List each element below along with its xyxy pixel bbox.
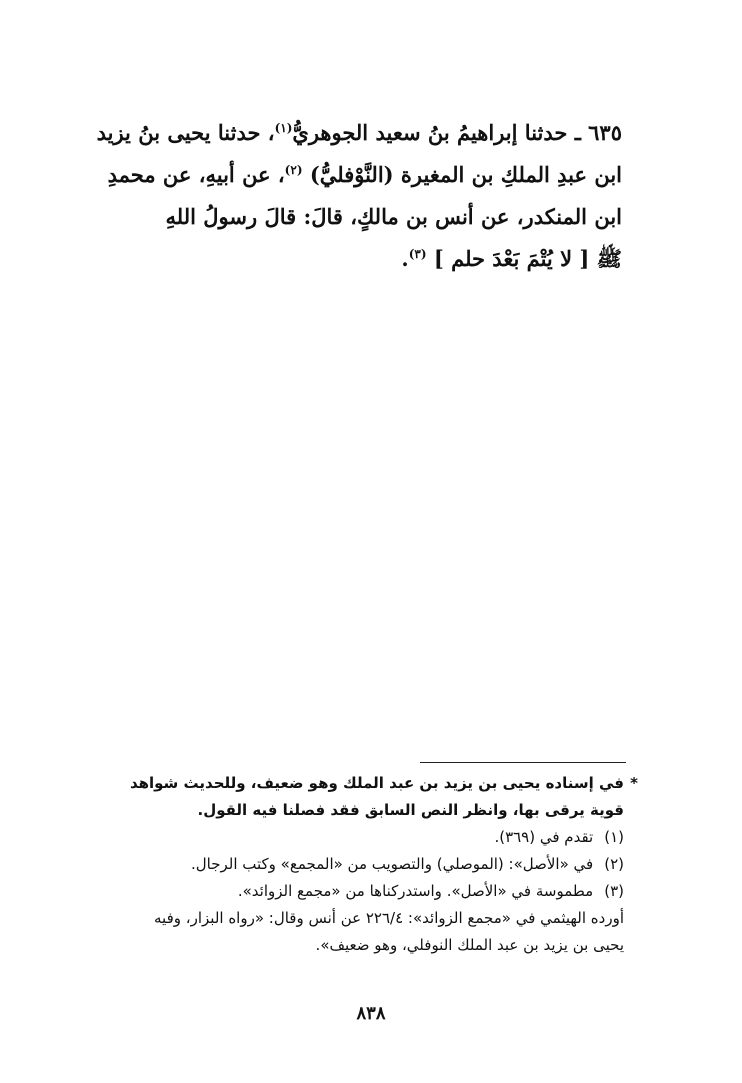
footnote-1 [70, 824, 624, 851]
footnote-3-line-3: يحيى بن يزيد بن عبد الملك النوفلي، وهو ضعيف». [315, 936, 624, 954]
hadith-line-2-text-b: ، عن أبيهِ، عن محمدِ [107, 162, 285, 187]
footnote-3-number: (٣) [604, 882, 624, 900]
hadith-line-4-text-b: . [401, 246, 409, 271]
footnote-divider [420, 762, 626, 763]
footnote-1-number: (١) [604, 828, 624, 846]
star-marker: * [630, 774, 638, 792]
hadith-number: ٦٣٥ ـ [574, 120, 622, 145]
footnote-3 [70, 878, 624, 959]
footnote-ref-1[interactable]: (١) [274, 121, 293, 135]
footnote-2 [70, 851, 624, 878]
hadith-line-4 [60, 238, 622, 280]
hadith-text [60, 112, 622, 280]
footnote-3-line-2: أورده الهيثمي في «مجمع الزوائد»: ٢٢٦/٤ عن أنس وقال: «رواه البزار، وفيه [154, 909, 624, 927]
hadith-line-2 [60, 154, 622, 196]
footnotes [70, 770, 638, 959]
footnote-star [70, 770, 638, 824]
hadith-line-1-text-b: ، حدثنا يحيى بنُ يزيد [96, 120, 275, 145]
footnote-ref-2[interactable]: (٢) [284, 163, 303, 177]
hadith-line-2-text-a: ابن عبدِ الملكِ بن المغيرة (النَّوْفليُّ) [309, 162, 622, 187]
footnote-star-line-1: في إسناده يحيى بن يزيد بن عبد الملك وهو ضعيف، وللحديث شواهد [129, 774, 624, 792]
footnote-2-text: في «الأصل»: (الموصلي) والتصويب من «المجمع» وكتب الرجال. [190, 855, 594, 873]
footnote-star-line-2: قوية يرقى بها، وانظر النص السابق فقد فصلنا فيه القول. [197, 801, 624, 819]
hadith-line-4-text-a: ﷺ [ لا يُتْمَ بَعْدَ حلم ] [433, 246, 622, 271]
footnote-3-text: مطموسة في «الأصل». واستدركناها من «مجمع الزوائد». [237, 882, 594, 900]
footnote-2-number: (٢) [604, 855, 624, 873]
footnote-1-text: تقدم في (٣٦٩). [494, 828, 594, 846]
page-number: ٨٣٨ [356, 1003, 386, 1024]
footnote-ref-3[interactable]: (٣) [408, 247, 427, 261]
hadith-line-1-text-a: حدثنا إبراهيمُ بنُ سعيد الجوهريُّ [292, 120, 568, 145]
hadith-line-3: ابن المنكدر، عن أنس بن مالكٍ، قالَ: قالَ رسولُ اللهِ [165, 204, 622, 229]
hadith-line-1 [60, 112, 622, 154]
